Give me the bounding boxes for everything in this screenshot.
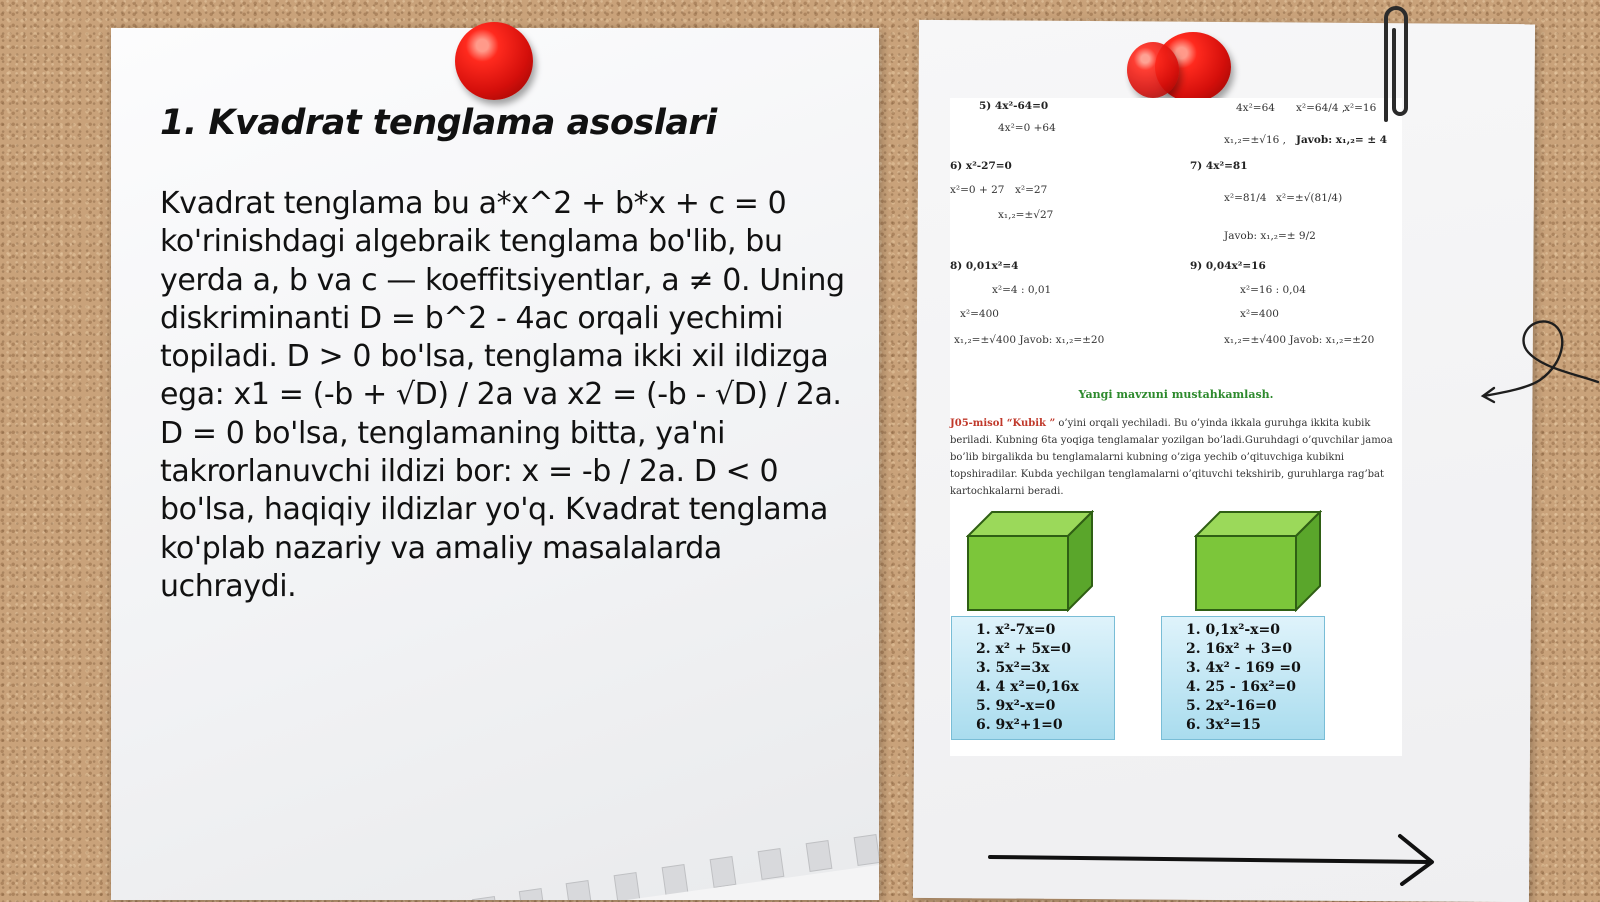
problem-8-step: x²=4 : 0,01 — [992, 284, 1052, 296]
equation-item: 4. 4 x²=0,16x — [976, 679, 1079, 695]
problem-5-step: x²=64/4 , — [1296, 102, 1346, 114]
problem-9-step: x²=400 — [1240, 308, 1279, 320]
equation-item: 1. 0,1x²-x=0 — [1186, 622, 1280, 638]
problem-7-heading: 7) 4x²=81 — [1190, 160, 1248, 172]
problem-8-heading: 8) 0,01x²=4 — [950, 260, 1019, 272]
problem-6-step: x²=0 + 27 — [950, 184, 1005, 196]
problem-5-step: 4x²=0 +64 — [998, 122, 1056, 134]
problem-9-heading: 9) 0,04x²=16 — [1190, 260, 1266, 272]
problem-5-step: x₁,₂=±√16 , — [1224, 134, 1287, 146]
exercise-description: o’yini orqali yechiladi. Bu o’yinda ikkala guruhga ikkita kubik beriladi. Kubning 6ta yoqiga tenglamalar yozilgan bo’ladi.Guruhdagi o’quvchilar jamoa bo’lib birgalikda bu tenglamalarni kubning o’ziga yechib o’qituvchiga kubikni topshiradilar. Kubda yechilgan tenglamalarni o’qituvchi tekshirib, guruhlarga rag’bat kartochkalarni beradi. — [950, 418, 1393, 497]
arrow-right-icon — [988, 830, 1448, 886]
problem-6-step: x²=27 — [1015, 184, 1048, 196]
equation-item: 5. 2x²-16=0 — [1186, 698, 1277, 714]
problem-5-step: 4x²=64 — [1236, 102, 1275, 114]
red-pushpin-right-back — [1127, 42, 1179, 98]
equation-item: 1. x²-7x=0 — [976, 622, 1056, 638]
equation-item: 6. 3x²=15 — [1186, 717, 1261, 733]
problem-6-heading: 6) x²-27=0 — [950, 160, 1012, 172]
body-paragraph: Kvadrat tenglama bu a*x^2 + b*x + c = 0 ko'rinishdagi algebraik tenglama bo'lib, bu yerda a, b va c — koeffitsiyentlar, a ≠ 0. Uning diskriminanti D = b^2 - 4ac orqali yechimi topiladi. D > 0 bo'lsa, tenglama ikki xil ildizga ega: x1 = (-b + √D) / 2a va x2 = (-b - √D) / 2a. D = 0 bo'lsa, tenglamaning bitta, ya'ni takrorlanuvchi ildizi bor: x = -b / 2a. D < 0 bo'lsa, haqiqiy ildizlar yo'q. Kvadrat tenglama ko'plab nazariy va amaliy masalalarda uchraydi. — [160, 186, 845, 604]
equation-box-right — [1161, 616, 1325, 740]
torn-edge-decoration — [426, 828, 879, 900]
equation-item: 4. 25 - 16x²=0 — [1186, 679, 1296, 695]
equation-item: 6. 9x²+1=0 — [976, 717, 1063, 733]
problem-5-answer: Javob: x₁,₂= ± 4 — [1296, 134, 1388, 146]
equation-item: 3. 4x² - 169 =0 — [1186, 660, 1301, 676]
paperclip-icon — [1378, 0, 1414, 130]
problem-9-step: x²=16 : 0,04 — [1240, 284, 1306, 296]
equation-item: 5. 9x²-x=0 — [976, 698, 1056, 714]
worksheet-paragraph — [950, 415, 1396, 500]
green-cube-left — [966, 510, 1094, 612]
worksheet-image — [950, 98, 1402, 756]
equation-box-left — [951, 616, 1115, 740]
problem-7-step: x²=±√(81/4) — [1276, 192, 1343, 204]
problem-6-step: x₁,₂=±√27 — [998, 209, 1054, 221]
worksheet-subtitle: Yangi mavzuni mustahkamlash. — [1078, 388, 1274, 401]
equation-item: 3. 5x²=3x — [976, 660, 1050, 676]
equation-item: 2. 16x² + 3=0 — [1186, 641, 1293, 657]
problem-9-answer: x₁,₂=±√400 Javob: x₁,₂=±20 — [1224, 334, 1375, 346]
problem-7-answer: Javob: x₁,₂=± 9/2 — [1224, 230, 1316, 242]
problem-8-answer: x₁,₂=±√400 Javob: x₁,₂=±20 — [954, 334, 1105, 346]
page-title: 1. Kvadrat tenglama asoslari — [160, 103, 717, 143]
problem-7-step: x²=81/4 — [1224, 192, 1267, 204]
problem-8-step: x²=400 — [960, 308, 999, 320]
problem-5-step: x²=16 — [1344, 102, 1377, 114]
equation-item: 2. x² + 5x=0 — [976, 641, 1072, 657]
hand-drawn-arrow-decoration — [1480, 310, 1600, 410]
exercise-label: J05-misol “Kubik ” — [950, 418, 1056, 429]
problem-5-heading: 5) 4x²-64=0 — [979, 100, 1049, 112]
red-pushpin-left — [455, 22, 533, 100]
green-cube-right — [1194, 510, 1322, 612]
